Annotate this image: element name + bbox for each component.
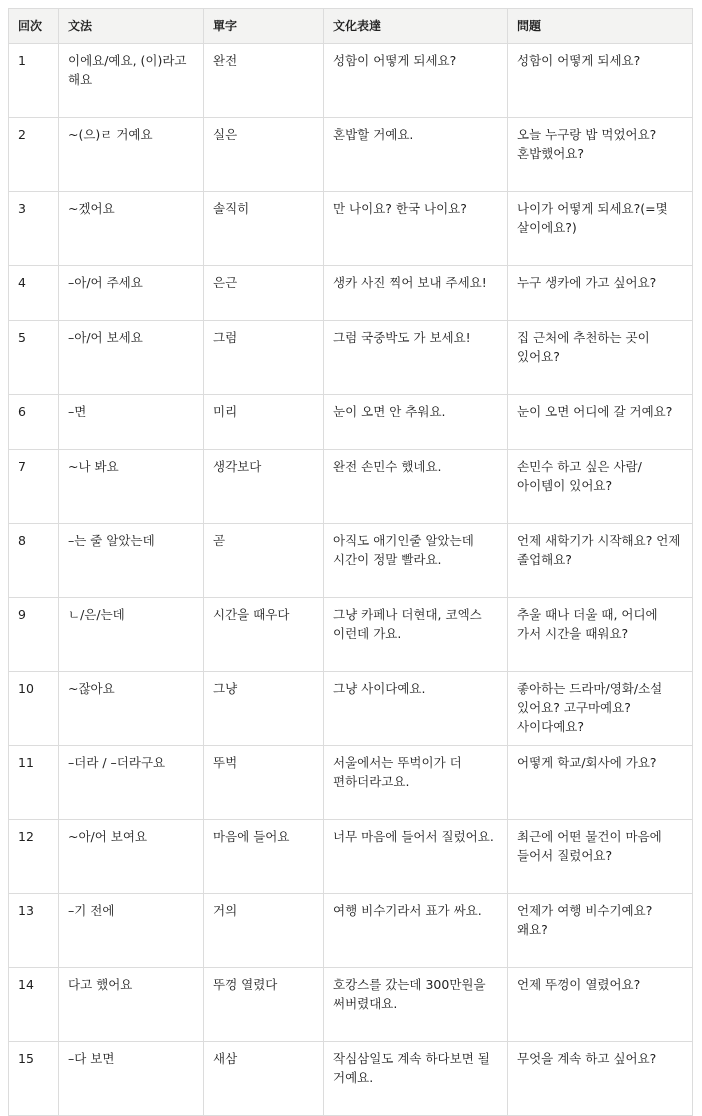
cell-grammar: –면 (59, 395, 204, 450)
cell-question: 무엇을 계속 하고 싶어요? (508, 1042, 693, 1116)
cell-vocabulary: 완전 (204, 44, 324, 118)
cell-lesson-number: 9 (9, 598, 59, 672)
cell-grammar: –더라 / –더라구요 (59, 746, 204, 820)
cell-cultural-expression: 여행 비수기라서 표가 싸요. (324, 894, 508, 968)
cell-vocabulary: 시간을 때우다 (204, 598, 324, 672)
cell-lesson-number: 14 (9, 968, 59, 1042)
cell-cultural-expression: 완전 손민수 했네요. (324, 450, 508, 524)
table-row (9, 118, 693, 192)
cell-lesson-number: 1 (9, 44, 59, 118)
header-cultural-expression: 文化表達 (324, 9, 508, 44)
cell-question: 추울 때나 더울 때, 어디에 가서 시간을 때워요? (508, 598, 693, 672)
table-row (9, 746, 693, 820)
cell-lesson-number: 10 (9, 672, 59, 746)
cell-cultural-expression: 눈이 오면 안 추워요. (324, 395, 508, 450)
cell-vocabulary: 생각보다 (204, 450, 324, 524)
table-row (9, 968, 693, 1042)
cell-cultural-expression: 그럼 국중박도 가 보세요! (324, 321, 508, 395)
cell-vocabulary: 뚜껑 열렸다 (204, 968, 324, 1042)
cell-vocabulary: 솔직히 (204, 192, 324, 266)
table-row (9, 524, 693, 598)
cell-grammar: ~나 봐요 (59, 450, 204, 524)
cell-lesson-number: 12 (9, 820, 59, 894)
cell-grammar: ~겠어요 (59, 192, 204, 266)
cell-grammar: –는 줄 알았는데 (59, 524, 204, 598)
table-row (9, 395, 693, 450)
cell-question: 언제 새학기가 시작해요? 언제 졸업해요? (508, 524, 693, 598)
cell-vocabulary: 그냥 (204, 672, 324, 746)
table-row (9, 44, 693, 118)
cell-vocabulary: 곧 (204, 524, 324, 598)
cell-grammar: –아/어 보세요 (59, 321, 204, 395)
cell-cultural-expression: 호캉스를 갔는데 300만원을 써버렸대요. (324, 968, 508, 1042)
table-row (9, 1042, 693, 1116)
cell-question: 언제 뚜껑이 열렸어요? (508, 968, 693, 1042)
lesson-table (8, 8, 693, 1116)
cell-lesson-number: 6 (9, 395, 59, 450)
cell-cultural-expression: 서울에서는 뚜벅이가 더 편하더라고요. (324, 746, 508, 820)
cell-cultural-expression: 생카 사진 찍어 보내 주세요! (324, 266, 508, 321)
table-container (8, 8, 693, 1116)
cell-vocabulary: 뚜벅 (204, 746, 324, 820)
cell-grammar: –기 전에 (59, 894, 204, 968)
cell-question: 누구 생카에 가고 싶어요? (508, 266, 693, 321)
cell-grammar: ~잖아요 (59, 672, 204, 746)
cell-question: 집 근처에 추천하는 곳이 있어요? (508, 321, 693, 395)
cell-question: 좋아하는 드라마/영화/소설 있어요? 고구마예요? 사이다예요? (508, 672, 693, 746)
table-row (9, 450, 693, 524)
cell-cultural-expression: 작심삼일도 계속 하다보면 될 거예요. (324, 1042, 508, 1116)
cell-lesson-number: 3 (9, 192, 59, 266)
cell-question: 오늘 누구랑 밥 먹었어요? 혼밥했어요? (508, 118, 693, 192)
cell-grammar: ㄴ/은/는데 (59, 598, 204, 672)
cell-lesson-number: 7 (9, 450, 59, 524)
cell-lesson-number: 13 (9, 894, 59, 968)
cell-cultural-expression: 너무 마음에 들어서 질렀어요. (324, 820, 508, 894)
cell-vocabulary: 새삼 (204, 1042, 324, 1116)
table-row (9, 672, 693, 746)
cell-cultural-expression: 아직도 애기인줄 알았는데 시간이 정말 빨라요. (324, 524, 508, 598)
cell-grammar: 다고 했어요 (59, 968, 204, 1042)
cell-vocabulary: 은근 (204, 266, 324, 321)
cell-question: 성함이 어떻게 되세요? (508, 44, 693, 118)
cell-cultural-expression: 혼밥할 거예요. (324, 118, 508, 192)
cell-cultural-expression: 그냥 카페나 더현대, 코엑스 이런데 가요. (324, 598, 508, 672)
cell-vocabulary: 거의 (204, 894, 324, 968)
cell-grammar: –다 보면 (59, 1042, 204, 1116)
header-question: 問題 (508, 9, 693, 44)
cell-grammar: ~아/어 보여요 (59, 820, 204, 894)
cell-question: 손민수 하고 싶은 사람/아이템이 있어요? (508, 450, 693, 524)
cell-question: 어떻게 학교/회사에 가요? (508, 746, 693, 820)
cell-lesson-number: 15 (9, 1042, 59, 1116)
header-grammar: 文法 (59, 9, 204, 44)
header-vocabulary: 單字 (204, 9, 324, 44)
cell-lesson-number: 8 (9, 524, 59, 598)
cell-question: 언제가 여행 비수기예요? 왜요? (508, 894, 693, 968)
cell-vocabulary: 실은 (204, 118, 324, 192)
table-row (9, 266, 693, 321)
table-row (9, 894, 693, 968)
cell-vocabulary: 미리 (204, 395, 324, 450)
table-row (9, 820, 693, 894)
cell-cultural-expression: 만 나이요? 한국 나이요? (324, 192, 508, 266)
cell-question: 나이가 어떻게 되세요?(=몇 살이에요?) (508, 192, 693, 266)
cell-question: 최근에 어떤 물건이 마음에 들어서 질렀어요? (508, 820, 693, 894)
cell-cultural-expression: 성함이 어떻게 되세요? (324, 44, 508, 118)
cell-grammar: 이에요/예요, (이)라고 해요 (59, 44, 204, 118)
header-lesson-number: 回次 (9, 9, 59, 44)
cell-lesson-number: 4 (9, 266, 59, 321)
cell-vocabulary: 그럼 (204, 321, 324, 395)
table-row (9, 598, 693, 672)
cell-grammar: –아/어 주세요 (59, 266, 204, 321)
table-row (9, 192, 693, 266)
table-header-row (9, 9, 693, 44)
cell-vocabulary: 마음에 들어요 (204, 820, 324, 894)
cell-question: 눈이 오면 어디에 갈 거예요? (508, 395, 693, 450)
cell-cultural-expression: 그냥 사이다예요. (324, 672, 508, 746)
cell-lesson-number: 5 (9, 321, 59, 395)
cell-lesson-number: 11 (9, 746, 59, 820)
cell-lesson-number: 2 (9, 118, 59, 192)
table-row (9, 321, 693, 395)
cell-grammar: ~(으)ㄹ 거예요 (59, 118, 204, 192)
